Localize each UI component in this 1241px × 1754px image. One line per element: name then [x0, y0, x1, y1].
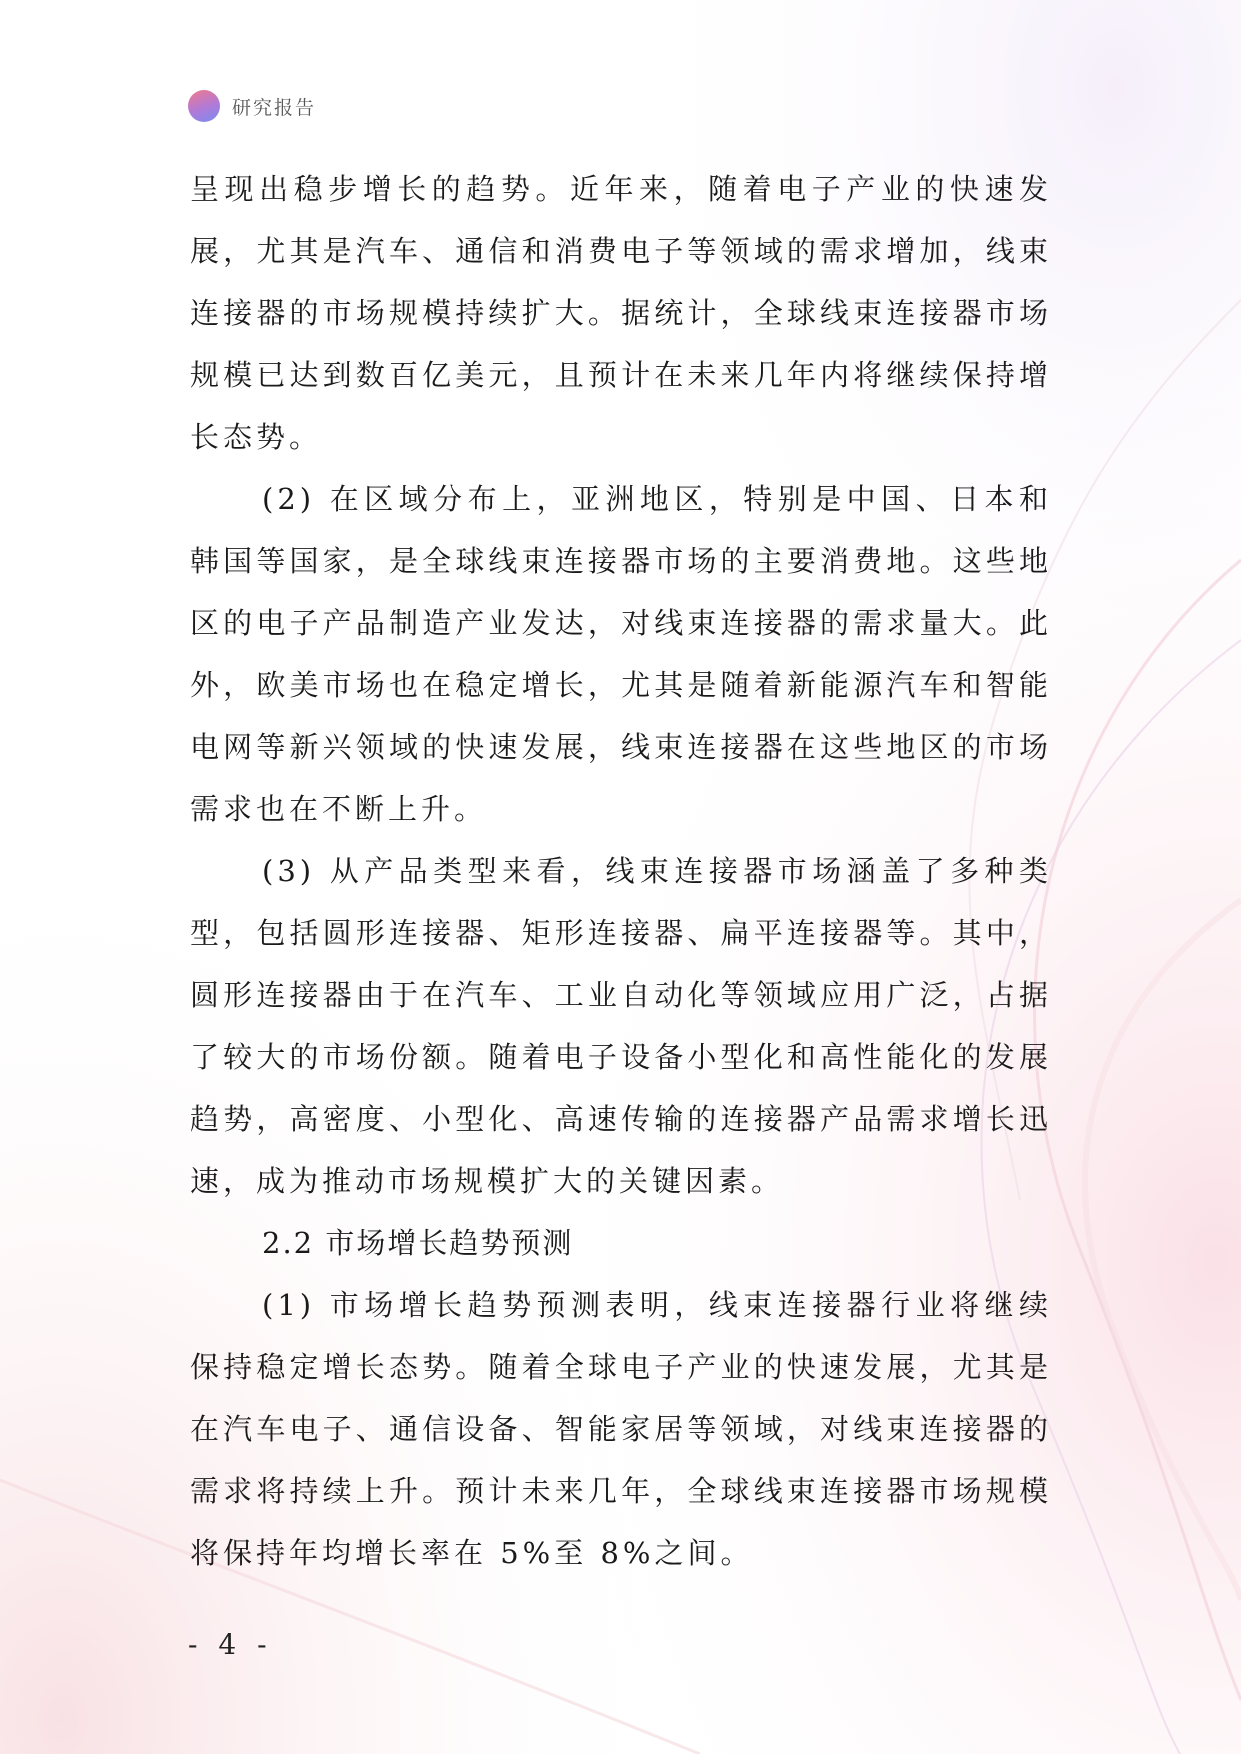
paragraph-market-size: 呈现出稳步增长的趋势。近年来，随着电子产业的快速发展，尤其是汽车、通信和消费电子等领域的需求增加，线束连接器的市场规模持续扩大。据统计，全球线束连接器市场规模已达到数百亿美元，且预计在未来几年内将继续保持增长态势。	[190, 172, 1052, 454]
page-number: - 4 -	[188, 1628, 273, 1661]
logo-circle-icon	[188, 90, 220, 122]
paragraph-growth-forecast: (1) 市场增长趋势预测表明，线束连接器行业将继续保持稳定增长态势。随着全球电子产业的快速发展，尤其是在汽车电子、通信设备、智能家居等领域，对线束连接器的需求将持续上升。预计未来几年，全球线束连接器市场规模将保持年均增长率在 5%至 8%之间。	[190, 1288, 1052, 1570]
header-label: 研究报告	[232, 96, 317, 119]
paragraph-product-types: (3) 从产品类型来看，线束连接器市场涵盖了多种类型，包括圆形连接器、矩形连接器、扁平连接器等。其中，圆形连接器由于在汽车、工业自动化等领域应用广泛，占据了较大的市场份额。随着电子设备小型化和高性能化的发展趋势，高密度、小型化、高速传输的连接器产品需求增长迅速，成为推动市场规模扩大的关键因素。	[190, 854, 1052, 1198]
document-body	[190, 158, 1052, 1584]
report-header	[188, 88, 316, 124]
section-heading: 2.2 市场增长趋势预测	[262, 1226, 574, 1260]
paragraph-regional-distribution: (2) 在区域分布上，亚洲地区，特别是中国、日本和韩国等国家，是全球线束连接器市场的主要消费地。这些地区的电子产品制造产业发达，对线束连接器的需求量大。此外，欧美市场也在稳定增长，尤其是随着新能源汽车和智能电网等新兴领域的快速发展，线束连接器在这些地区的市场需求也在不断上升。	[190, 482, 1052, 826]
